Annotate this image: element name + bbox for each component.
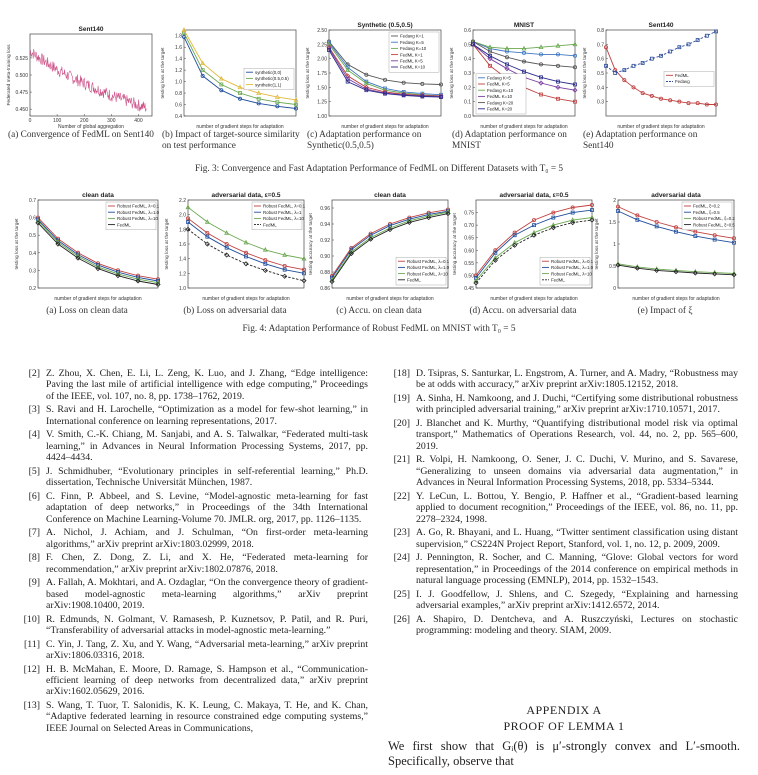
y-tick-label: 2 bbox=[613, 198, 616, 204]
y-tick-label: 0.90 bbox=[320, 254, 330, 260]
y-tick-label: 0.70 bbox=[464, 223, 474, 230]
reference-item bbox=[384, 393, 738, 416]
y-axis-label: testing loss at the target bbox=[450, 47, 455, 99]
reference-number: [25] bbox=[393, 588, 410, 600]
y-tick-label: 1.00 bbox=[317, 114, 327, 120]
reference-item bbox=[14, 527, 368, 550]
y-tick-label: 0.4 bbox=[597, 85, 604, 92]
reference-text: C. Yin, J. Tang, Z. Xu, and Y. Wang, “Adversarial meta-learning,” arXiv preprint arXiv:1806.03316, 2018. bbox=[46, 638, 368, 662]
reference-text: H. B. McMahan, E. Moore, D. Ramage, S. Hampson et al., “Communication-efficient learning of deep networks from decentralized data,” arXiv preprint arXiv:1602.05629, 2016. bbox=[46, 663, 368, 698]
y-tick-label: 0.0 bbox=[464, 114, 471, 120]
fig3e-subcaption: (e) Adaptation performance on Sent140 bbox=[583, 130, 698, 151]
x-axis-label: number of gradient steps for adaptation bbox=[341, 124, 429, 130]
reference-number: [6] bbox=[28, 490, 40, 502]
y-tick-label: 1.8 bbox=[179, 227, 186, 234]
reference-text: A. Sinha, H. Namkoong, and J. Duchi, “Certifying some distributional robustness with principled adversarial training,” arXiv preprint arXiv:1710.10571, 2017. bbox=[416, 393, 738, 416]
x-axis-label: number of gradient steps for adaptation bbox=[480, 124, 568, 130]
legend-label: FedML K=5 bbox=[400, 58, 423, 64]
y-tick-label: 0.5 bbox=[29, 233, 36, 240]
chart-title: adversarial data bbox=[651, 192, 701, 199]
y-tick-label: 0.7 bbox=[597, 42, 604, 49]
reference-item bbox=[14, 429, 368, 463]
fig4e-subcaption: (e) Impact of ξ bbox=[637, 306, 693, 316]
x-axis-label: number of gradient steps for adaptation bbox=[617, 124, 705, 130]
x-tick-label: 100 bbox=[52, 118, 62, 124]
y-tick-label: 0.6 bbox=[597, 56, 604, 63]
reference-item bbox=[14, 552, 368, 575]
chart-fig4c bbox=[306, 188, 452, 302]
chart-fig3c bbox=[303, 18, 445, 130]
x-axis-label: number of gradient steps for adaptation bbox=[54, 296, 142, 302]
chart-title: Sent140 bbox=[78, 26, 104, 33]
reference-text: V. Smith, C.-K. Chiang, M. Sanjabi, and A. S. Talwalkar, “Federated multi-task learning,” in Advances in Neural Information Processing Systems, 2017, pp. 4424–4434. bbox=[46, 429, 368, 464]
y-tick-label: 0.75 bbox=[464, 210, 474, 217]
reference-text: R. Edmunds, N. Golmant, V. Ramasesh, P. Kuznetsov, P. Patil, and R. Puri, “Transferability of adversarial attacks in model-agnostic meta-learning.” bbox=[46, 613, 368, 637]
y-tick-label: 0.60 bbox=[464, 248, 474, 255]
reference-item bbox=[14, 700, 368, 734]
reference-text: J. Pennington, R. Socher, and C. Manning, “Glove: Global vectors for word representation,” in Proceedings of the 2014 conference on empirical methods in natural language processing (EMNLP), 2014, pp. 1532–1543. bbox=[416, 552, 738, 587]
fig3b-subcaption: (b) Impact of target-source similarity on test performance bbox=[162, 130, 300, 151]
fig4d-subcaption: (d) Accu. on adversarial data bbox=[469, 306, 577, 316]
legend-label: Robust FedML, λ=0.1 bbox=[117, 203, 160, 209]
reference-text: R. Volpi, H. Namkoong, O. Sener, J. C. Duchi, V. Murino, and S. Savarese, “Generalizing to unseen domains via adversarial data augmentation,” in Advances in Neural Information Processing Systems, 2018, pp. 5334–5344. bbox=[416, 454, 738, 489]
y-axis-label: testing loss at the target bbox=[15, 218, 20, 270]
legend-label: Robust FedML, λ=1.0 bbox=[117, 209, 160, 215]
reference-text: Z. Zhou, X. Chen, E. Li, L. Zeng, K. Luo, and J. Zhang, “Edge intelligence: Paving the last mile of artificial intelligence with edge computing,” Proceedings of the IEEE, vol. 107, no. 8, pp. 1738–1762, 2019. bbox=[46, 368, 368, 402]
reference-number: [10] bbox=[23, 613, 40, 625]
y-tick-label: 0.5 bbox=[464, 42, 471, 49]
reference-number: [23] bbox=[393, 527, 410, 539]
reference-item bbox=[14, 614, 368, 637]
y-tick-label: 0.55 bbox=[464, 260, 474, 267]
y-tick-label: 0.88 bbox=[320, 270, 330, 276]
reference-text: I. J. Goodfellow, J. Shlens, and C. Szegedy, “Explaining and harnessing adversarial examples,” arXiv preprint arXiv:1412.6572, 2014. bbox=[416, 588, 738, 612]
y-tick-label: 0.7 bbox=[29, 198, 36, 204]
y-tick-label: 0.3 bbox=[29, 268, 36, 275]
legend-label: FedML bbox=[675, 73, 689, 78]
y-tick-label: 0.6 bbox=[29, 215, 36, 222]
reference-number: [5] bbox=[28, 465, 40, 477]
reference-number: [18] bbox=[393, 368, 410, 379]
reference-item bbox=[14, 491, 368, 525]
legend-label: synthetic(1,1) bbox=[255, 82, 282, 88]
appendix-subheading: PROOF OF LEMMA 1 bbox=[503, 719, 625, 733]
legend-label: FedML K=20 bbox=[487, 106, 513, 112]
reference-number: [20] bbox=[393, 418, 410, 429]
y-tick-label: 0.4 bbox=[29, 250, 36, 257]
references-left-column bbox=[14, 368, 368, 736]
legend-label: FedML bbox=[407, 277, 421, 283]
legend-label: Robust FedML, λ=10 bbox=[551, 271, 592, 277]
reference-item bbox=[14, 577, 368, 611]
reference-number: [3] bbox=[28, 404, 40, 416]
x-tick-label: 400 bbox=[134, 118, 143, 124]
chart-title: adversarial data, ε=0.5 bbox=[499, 192, 569, 199]
x-tick-label: 200 bbox=[80, 118, 89, 124]
reference-number: [22] bbox=[393, 490, 410, 502]
y-tick-label: 2.50 bbox=[317, 28, 327, 34]
legend-label: Robust FedML, λ=1.0 bbox=[551, 265, 594, 271]
y-tick-label: 0.50 bbox=[464, 273, 474, 280]
legend-label: Robust FedML, λ=10 bbox=[117, 216, 158, 222]
chart-title: Sent140 bbox=[648, 22, 674, 29]
y-tick-label: 1.6 bbox=[179, 242, 186, 248]
legend-label: FedML bbox=[551, 277, 565, 283]
y-tick-label: 2.25 bbox=[317, 42, 327, 49]
y-axis-label: testing loss at the target bbox=[583, 47, 588, 99]
fig3-caption: Fig. 3: Convergence and Fast Adaptation Performance of FedML on Different Datasets with T₀ = 5 bbox=[194, 164, 564, 174]
reference-number: [12] bbox=[23, 663, 40, 675]
y-axis-label: testing loss at the target bbox=[306, 47, 311, 99]
legend-label: Robust FedML, λ=1 bbox=[263, 209, 302, 215]
legend-label: Fedavg K=5 bbox=[400, 39, 424, 45]
y-tick-label: 0.450 bbox=[15, 107, 28, 114]
y-tick-label: 0.92 bbox=[320, 238, 330, 244]
reference-item bbox=[384, 491, 738, 525]
y-tick-label: 0.96 bbox=[320, 206, 330, 212]
chart-fig4e bbox=[592, 188, 738, 302]
x-axis-label: number of gradient steps for adaptation bbox=[202, 296, 290, 302]
reference-item bbox=[384, 614, 738, 637]
legend-label: FedML, ξ=0.5 bbox=[693, 209, 720, 215]
y-axis-label: testing accuracy at the target bbox=[309, 213, 314, 275]
chart-title: MNIST bbox=[513, 22, 535, 29]
legend-label: FedML bbox=[263, 222, 277, 228]
legend-label: Robust FedML, λ=1.0 bbox=[407, 265, 450, 271]
reference-text: D. Tsipras, S. Santurkar, L. Engstrom, A. Turner, and A. Madry, “Robustness may be at odds with accuracy,” arXiv preprint arXiv:1805.12152, 2018. bbox=[416, 368, 738, 391]
legend-label: Fedavg K=20 bbox=[487, 100, 514, 106]
y-tick-label: 0.6 bbox=[175, 102, 182, 109]
y-tick-label: 1.4 bbox=[179, 256, 186, 263]
y-axis-label: testing loss at the target bbox=[161, 47, 166, 99]
y-tick-label: 0.1 bbox=[464, 99, 471, 106]
reference-item bbox=[14, 639, 368, 662]
legend-label: FedML K=1 bbox=[400, 52, 423, 58]
y-axis-label: Federated meta-training loss bbox=[7, 44, 12, 106]
reference-item bbox=[384, 454, 738, 488]
reference-number: [21] bbox=[393, 454, 410, 466]
x-axis-label: number of gradient steps for adaptation bbox=[346, 296, 434, 302]
appendix-body: We first show that Gᵢ(θ) is μ′-strongly convex and L′-smooth. Specifically, observe that bbox=[388, 739, 740, 768]
y-tick-label: 1.2 bbox=[175, 68, 182, 75]
fig3d-subcaption: (d) Adaptation performance on MNIST bbox=[452, 130, 567, 151]
reference-text: J. Blanchet and K. Murthy, “Quantifying distributional model risk via optimal transport,” Mathematics of Operations Research, vol. 44, no. 2, pp. 565–600, 2019. bbox=[416, 418, 738, 452]
y-tick-label: 0.3 bbox=[597, 99, 604, 106]
fig4c-subcaption: (c) Accu. on clean data bbox=[336, 306, 422, 316]
legend-label: Fedavg K=10 bbox=[400, 46, 427, 52]
legend-label: Robust FedML, λ=10 bbox=[407, 271, 448, 277]
y-tick-label: 0.3 bbox=[464, 71, 471, 77]
legend-label: Robust FedML, ξ=0.5 bbox=[693, 222, 735, 228]
chart-title: adversarial data, ε=0.5 bbox=[211, 192, 281, 199]
reference-text: F. Chen, Z. Dong, Z. Li, and X. He, “Federated meta-learning for recommendation,” arXiv preprint arXiv:1802.07876, 2018. bbox=[46, 552, 368, 575]
reference-number: [9] bbox=[28, 577, 40, 589]
y-tick-label: 0.475 bbox=[15, 90, 28, 97]
y-tick-label: 2.00 bbox=[317, 56, 327, 63]
y-tick-label: 2.0 bbox=[179, 212, 186, 219]
legend-label: Robust FedML, λ=10 bbox=[263, 216, 304, 222]
legend-label: Fedavg K=10 bbox=[487, 87, 514, 93]
legend-label: Robust FedML, ξ=0.2 bbox=[693, 216, 735, 222]
legend-label: Robust FedML, λ=0.1 bbox=[407, 258, 450, 264]
reference-text: S. Ravi and H. Larochelle, “Optimization as a model for few-shot learning,” in International conference on learning representations, 2017. bbox=[46, 404, 368, 427]
fig3c-subcaption: (c) Adaptation performance on Synthetic(0.5,0.5) bbox=[307, 130, 422, 151]
y-tick-label: 0 bbox=[613, 286, 616, 292]
reference-number: [19] bbox=[393, 393, 410, 404]
x-tick-label: 0 bbox=[28, 118, 32, 124]
reference-item bbox=[14, 368, 368, 402]
fig4b-subcaption: (b) Loss on adversarial data bbox=[183, 306, 287, 316]
reference-item bbox=[384, 527, 738, 550]
y-tick-label: 0.45 bbox=[464, 286, 474, 292]
y-tick-label: 1.4 bbox=[175, 56, 182, 63]
x-axis-label: Number of global aggregation bbox=[58, 124, 124, 130]
legend-label: FedML K=10 bbox=[487, 94, 513, 100]
reference-item bbox=[384, 368, 738, 391]
y-tick-label: 0.525 bbox=[15, 55, 28, 62]
chart-fig3a bbox=[4, 22, 156, 130]
reference-item bbox=[384, 418, 738, 452]
reference-number: [2] bbox=[28, 368, 40, 379]
reference-item bbox=[14, 466, 368, 489]
x-axis-label: number of gradient steps for adaptation bbox=[196, 124, 284, 130]
y-tick-label: 0.500 bbox=[15, 73, 28, 79]
y-tick-label: 1.25 bbox=[317, 99, 327, 106]
chart-fig3b bbox=[158, 18, 300, 130]
reference-number: [26] bbox=[393, 613, 410, 625]
reference-text: J. Schmidhuber, “Evolutionary principles in self-referential learning,” Ph.D. dissertation, Technische Universität München, 1987. bbox=[46, 465, 368, 489]
fig3a-subcaption: (a) Convergence of FedML on Sent140 bbox=[8, 130, 154, 140]
y-tick-label: 0.2 bbox=[464, 85, 471, 92]
reference-number: [4] bbox=[28, 429, 40, 441]
y-tick-label: 0.4 bbox=[175, 114, 182, 120]
reference-number: [11] bbox=[24, 638, 40, 650]
x-axis-label: number of gradient steps for adaptation bbox=[490, 296, 578, 302]
y-tick-label: 1.0 bbox=[179, 286, 186, 292]
y-tick-label: 2.2 bbox=[179, 198, 186, 204]
legend-label: FedML K=10 bbox=[400, 64, 426, 70]
chart-title: Synthetic (0.5,0.5) bbox=[357, 22, 413, 29]
reference-number: [7] bbox=[28, 527, 40, 539]
reference-text: Y. LeCun, L. Bottou, Y. Bengio, P. Haffner et al., “Gradient-based learning applied to document recognition,” Proceedings of the IEEE, vol. 86, no. 11, pp. 2278–2324, 1998. bbox=[416, 490, 738, 525]
reference-text: A. Go, R. Bhayani, and L. Huang, “Twitter sentiment classification using distant supervision,” CS224N Project Report, Stanford, vol. 1, no. 12, p. 2009, 2009. bbox=[416, 527, 738, 550]
legend-label: FedML bbox=[117, 222, 131, 228]
plot-frame bbox=[30, 34, 152, 116]
reference-text: C. Finn, P. Abbeel, and S. Levine, “Model-agnostic meta-learning for fast adaptation of deep networks,” in Proceedings of the 34th International Conference on Machine Learning-Volume 70. JMLR. org, 2017, pp. 1126–1135. bbox=[46, 490, 368, 525]
y-axis-label: testing loss at the target bbox=[165, 218, 170, 270]
legend-label: synthetic(0.5,0.5) bbox=[255, 76, 289, 82]
reference-text: S. Wang, T. Tuor, T. Salonidis, K. K. Leung, C. Makaya, T. He, and K. Chan, “Adaptive federated learning in resource constrained edge computing systems,” IEEE Journal on Selected Areas in Communications, bbox=[46, 700, 368, 734]
chart-fig4a bbox=[12, 188, 162, 302]
legend-label: FedML K=5 bbox=[487, 81, 510, 87]
reference-number: [24] bbox=[393, 552, 410, 564]
legend-label: synthetic(0,0) bbox=[255, 69, 282, 75]
chart-title: clean data bbox=[374, 192, 406, 199]
reference-item bbox=[14, 664, 368, 698]
reference-number: [8] bbox=[28, 552, 40, 564]
y-tick-label: 1.0 bbox=[175, 79, 182, 86]
reference-item bbox=[14, 404, 368, 427]
y-tick-label: 0.6 bbox=[464, 28, 471, 34]
y-tick-label: 0.65 bbox=[464, 235, 474, 242]
y-tick-label: 1 bbox=[613, 242, 616, 248]
reference-text: A. Nichol, J. Achiam, and J. Schulman, “On first-order meta-learning algorithms,” arXiv preprint arXiv:1803.02999, 2018. bbox=[46, 527, 368, 550]
legend-label: Robust FedML, λ=0.1 bbox=[263, 203, 306, 209]
chart-fig4b bbox=[162, 188, 308, 302]
y-tick-label: 0.86 bbox=[320, 286, 330, 292]
y-tick-label: 1.8 bbox=[175, 33, 182, 40]
legend-label: Fedavg K=5 bbox=[487, 75, 511, 81]
y-axis-label: testing loss at the target bbox=[595, 218, 600, 270]
y-tick-label: 0.2 bbox=[29, 286, 36, 292]
legend-label: FedML, ξ=0.2 bbox=[693, 203, 720, 209]
reference-text: A. Fallah, A. Mokhtari, and A. Ozdaglar, “On the convergence theory of gradient-based model-agnostic meta-learning algorithms,” arXiv preprint arXiv:1908.10400, 2019. bbox=[46, 577, 368, 612]
appendix-heading: APPENDIX A bbox=[526, 703, 602, 717]
reference-item bbox=[384, 552, 738, 586]
y-tick-label: 0.5 bbox=[597, 71, 604, 77]
y-tick-label: 1.50 bbox=[317, 85, 327, 92]
x-tick-label: 300 bbox=[107, 118, 116, 124]
legend-label: Fedavg K=1 bbox=[400, 33, 424, 39]
y-tick-label: 0.8 bbox=[597, 28, 604, 34]
y-tick-label: 0.94 bbox=[320, 222, 330, 228]
y-tick-label: 0.8 bbox=[175, 91, 182, 98]
y-tick-label: 1.75 bbox=[317, 71, 327, 77]
y-tick-label: 0.4 bbox=[464, 56, 471, 63]
chart-fig3e bbox=[580, 18, 720, 130]
reference-number: [13] bbox=[23, 700, 40, 712]
chart-fig3d bbox=[447, 18, 579, 130]
y-tick-label: 1.2 bbox=[179, 271, 186, 278]
y-tick-label: 0.5 bbox=[609, 264, 616, 270]
chart-fig4d bbox=[450, 188, 596, 302]
chart-title: clean data bbox=[82, 192, 114, 199]
x-axis-label: number of gradient steps for adaptation bbox=[632, 296, 720, 302]
legend-label: Robust FedML, λ=0.1 bbox=[551, 258, 594, 264]
fig4a-subcaption: (a) Loss on clean data bbox=[46, 306, 128, 316]
y-tick-label: 1.5 bbox=[609, 220, 616, 226]
y-axis-label: testing accuracy at the target bbox=[453, 213, 458, 275]
y-tick-label: 1.6 bbox=[175, 45, 182, 52]
reference-text: A. Shapiro, D. Dentcheva, and A. Ruszczyński, Lectures on stochastic programming: modeling and theory. SIAM, 2009. bbox=[416, 613, 738, 637]
fig4-caption: Fig. 4: Adaptation Performance of Robust FedML on MNIST with T₀ = 5 bbox=[242, 324, 516, 334]
references-right-column bbox=[384, 368, 738, 639]
reference-item bbox=[384, 589, 738, 612]
legend-label: Fedavg bbox=[675, 79, 690, 85]
